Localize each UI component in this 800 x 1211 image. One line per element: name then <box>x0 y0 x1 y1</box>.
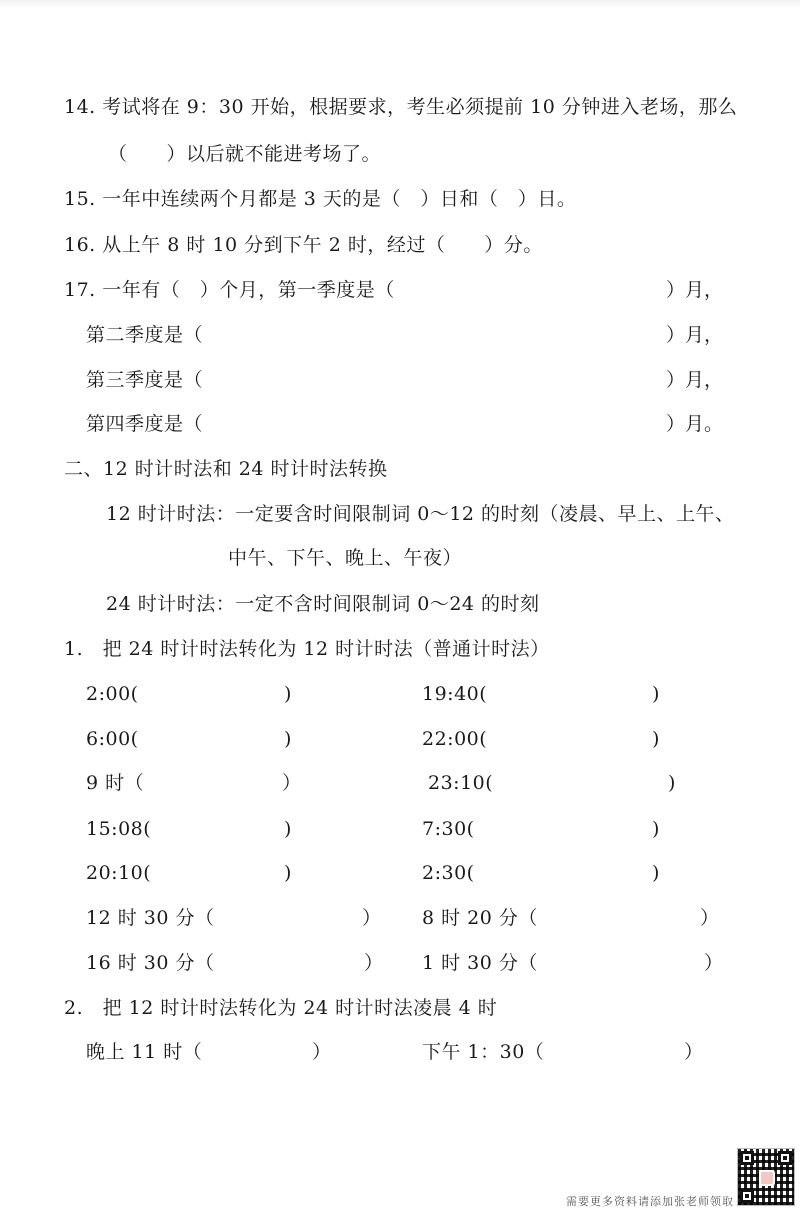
task1-item-left: 15:08( <box>86 818 152 840</box>
task1-item-right-end: ) <box>668 772 676 794</box>
task1-item-left: 20:10( <box>86 862 152 884</box>
q14-line2: （ ）以后就不能进考场了。 <box>108 143 382 165</box>
task1-item-left-end: ) <box>284 728 292 750</box>
q16-line: 16. 从上午 8 时 10 分到下午 2 时，经过（ ）分。 <box>64 234 543 256</box>
task1-item-left: 12 时 30 分（ <box>86 907 215 929</box>
qr-finder-top-right <box>778 1151 792 1165</box>
task1-item-right-end: ） <box>704 952 724 974</box>
footer-contact-note: 需要更多资料请添加张老师领取 <box>566 1195 734 1208</box>
q17-line1-end: ）月， <box>666 279 724 301</box>
task1-item-left: 6:00( <box>86 728 139 750</box>
task1-item-right: 22:00( <box>422 728 488 750</box>
section2-title: 二、12 时计时法和 24 时计时法转换 <box>64 458 388 480</box>
qr-finder-top-left <box>740 1151 754 1165</box>
task2-title: 2. 把 12 时计时法转化为 24 时计时法凌晨 4 时 <box>64 997 498 1019</box>
task1-item-left-end: ） <box>282 772 302 794</box>
task1-title: 1. 把 24 时计时法转化为 12 时计时法（普通计时法） <box>64 638 550 660</box>
q17-line3: 第三季度是（ <box>86 369 204 391</box>
def-12-hour-line1: 12 时计时法：一定要含时间限制词 0～12 的时刻（凌晨、早上、上午、 <box>106 503 735 525</box>
task1-item-right: 2:30( <box>422 862 475 884</box>
task2-item-left: 晚上 11 时（ <box>86 1041 203 1063</box>
q17-line1: 17. 一年有（ ）个月，第一季度是（ <box>64 279 395 301</box>
task1-item-left: 16 时 30 分（ <box>86 952 215 974</box>
task2-item-right-end: ） <box>684 1041 704 1063</box>
q17-line3-end: ）月， <box>666 369 724 391</box>
task1-item-right: 23:10( <box>428 772 494 794</box>
task1-item-right-end: ） <box>700 907 720 929</box>
task1-item-right-end: ) <box>652 862 660 884</box>
q14-line1: 14. 考试将在 9：30 开始，根据要求，考生必须提前 10 分钟进入老场，那么 <box>64 96 738 118</box>
q17-line2-end: ）月， <box>666 324 724 346</box>
task1-item-right: 7:30( <box>422 818 475 840</box>
q17-line4: 第四季度是（ <box>86 413 204 435</box>
task1-item-right-end: ) <box>652 683 660 705</box>
def-12-hour-line2: 中午、下午、晚上、午夜） <box>228 547 463 569</box>
task1-item-right: 19:40( <box>422 683 488 705</box>
q17-line2: 第二季度是（ <box>86 324 204 346</box>
task1-item-right-end: ) <box>652 728 660 750</box>
q15-line: 15. 一年中连续两个月都是 3 天的是（ ）日和（ ）日。 <box>64 188 577 210</box>
qr-finder-bottom-left <box>740 1189 754 1203</box>
task1-item-left: 9 时（ <box>86 772 145 794</box>
task1-item-left-end: ) <box>284 818 292 840</box>
task1-item-left-end: ） <box>364 952 384 974</box>
qr-code-icon <box>737 1148 795 1206</box>
task1-item-right: 1 时 30 分（ <box>422 952 538 974</box>
task2-item-left-end: ） <box>312 1041 332 1063</box>
q17-line4-end: ）月。 <box>666 413 724 435</box>
task1-item-left-end: ) <box>284 862 292 884</box>
task1-item-right-end: ) <box>652 818 660 840</box>
qr-avatar-icon <box>759 1170 775 1186</box>
task2-item-right: 下午 1：30（ <box>422 1041 545 1063</box>
task1-item-left-end: ) <box>284 683 292 705</box>
task1-item-left-end: ） <box>362 907 382 929</box>
def-24-hour: 24 时计时法：一定不含时间限制词 0～24 的时刻 <box>106 593 540 615</box>
task1-item-right: 8 时 20 分（ <box>422 907 538 929</box>
top-edge-shadow <box>0 0 800 8</box>
task1-item-left: 2:00( <box>86 683 139 705</box>
